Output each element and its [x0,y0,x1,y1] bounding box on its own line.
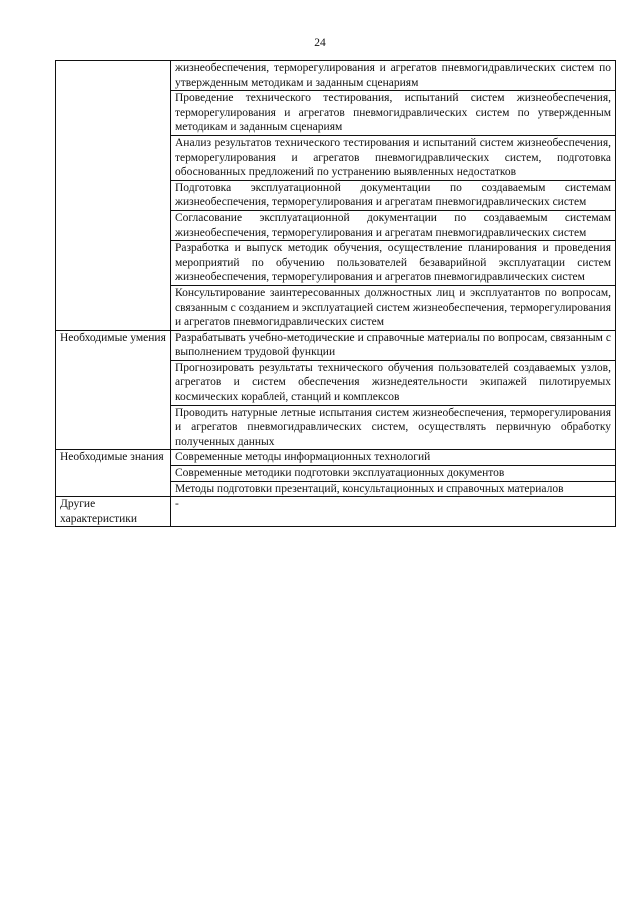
requirements-table [55,60,616,527]
table-row [56,450,616,466]
table-row [56,61,616,91]
table-cell: Современные методы информационных технологий [171,450,616,466]
table-cell: жизнеобеспечения, терморегулирования и агрегатов пневмогидравлических систем по утвержденным методикам и заданным сценариям [171,61,616,91]
page-number: 24 [314,37,326,49]
table-row [56,497,616,527]
row-label-skills: Необходимые умения [56,330,171,450]
table-cell: Консультирование заинтересованных должностных лиц и эксплуатантов по вопросам, связанным с созданием и эксплуатацией систем жизнеобеспечения, терморегулирования и агрегатов пневмогидравлических систем [171,285,616,330]
table-cell: Методы подготовки презентаций, консультационных и справочных материалов [171,481,616,497]
table-cell: Проводить натурные летные испытания систем жизнеобеспечения, терморегулирования и агрегатов пневмогидравлических систем, осуществлять первичную обработку полученных данных [171,405,616,450]
table-cell: Анализ результатов технического тестирования и испытаний систем жизнеобеспечения, терморегулирования и агрегатов пневмогидравлических систем, подготовка обоснованных предложений по устранению выявленных недостатков [171,135,616,180]
row-label-knowledge: Необходимые знания [56,450,171,497]
table-cell: Разрабатывать учебно-методические и справочные материалы по вопросам, связанным с выполнением трудовой функции [171,330,616,360]
table-cell: Согласование эксплуатационной документации по создаваемым системам жизнеобеспечения, терморегулирования и агрегатам пневмогидравлических систем [171,210,616,240]
table-cell: Подготовка эксплуатационной документации по создаваемым системам жизнеобеспечения, терморегулирования и агрегатам пневмогидравлических систем [171,180,616,210]
table-cell: - [171,497,616,527]
row-label-other: Другие характеристики [56,497,171,527]
table-row [56,330,616,360]
table-cell: Современные методики подготовки эксплуатационных документов [171,466,616,482]
table-cell: Прогнозировать результаты технического обучения пользователей создаваемых узлов, агрегатов и систем обеспечения жизнедеятельности экипажей пилотируемых космических кораблей, станций и комплексов [171,360,616,405]
table-cell: Проведение технического тестирования, испытаний систем жизнеобеспечения, терморегулирования и агрегатов пневмогидравлических систем по утвержденным методикам и заданным сценариям [171,91,616,136]
table-cell: Разработка и выпуск методик обучения, осуществление планирования и проведения мероприятий по обучению пользователей безаварийной эксплуатации систем жизнеобеспечения, терморегулирования и агрегатов пневмогидравлических систем [171,241,616,286]
row-label [56,61,171,331]
